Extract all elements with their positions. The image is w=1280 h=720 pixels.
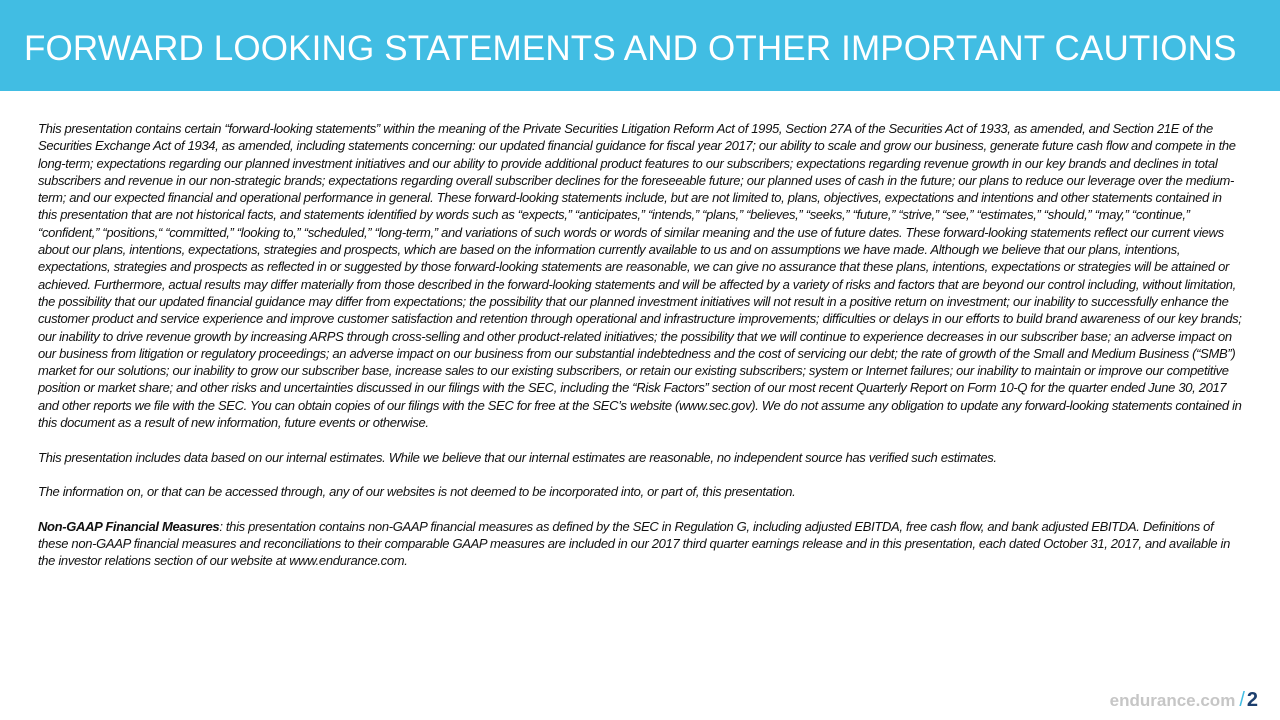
page-title: FORWARD LOOKING STATEMENTS AND OTHER IMPORTANT CAUTIONS xyxy=(24,29,1237,68)
footer-website: endurance.com xyxy=(1109,691,1236,710)
title-bar xyxy=(0,0,1280,91)
non-gaap-text: : this presentation contains non-GAAP financial measures as defined by the SEC in Regulation G, including adjusted EBITDA, free cash flow, and bank adjusted EBITDA. Definitions of these non-GAAP financial measures and reconciliations to their comparable GAAP measures are included in our 2017 third quarter earnings release and in this presentation, each dated October 31, 2017, and available in the investor relations section of our website at www.endurance.com. xyxy=(38,518,1231,569)
internal-estimates-paragraph: This presentation includes data based on our internal estimates. While we believe that our internal estimates are reasonable, no independent source has verified such estimates. xyxy=(38,449,997,465)
slide-footer xyxy=(1110,689,1258,712)
websites-paragraph: The information on, or that can be accessed through, any of our websites is not deemed to be incorporated into, or part of, this presentation. xyxy=(38,484,796,500)
footer-separator: / xyxy=(1239,689,1245,711)
disclaimer-body xyxy=(38,120,1243,587)
non-gaap-paragraph xyxy=(38,518,1243,570)
page-number: 2 xyxy=(1246,689,1258,711)
non-gaap-heading: Non-GAAP Financial Measures xyxy=(38,518,220,534)
forward-looking-paragraph: This presentation contains certain “forward-looking statements” within the meaning of the Private Securities Litigation Reform Act of 1995, Section 27A of the Securities Act of 1933, as amended, and Section 21E of the Securities Exchange Act of 1934, as amended, including statements concerning: our updated financial guidance for fiscal year 2017; our ability to scale and grow our business, generate future cash flow and compete in the long-term; expectations regarding our planned investment initiatives and our ability to provide additional product features to our subscribers; expectations regarding revenue growth in our key brands and declines in total subscribers and revenue in our non-strategic brands; expectations regarding overall subscriber declines for the foreseeable future; our planned uses of cash in the future; our plans to reduce our leverage over the medium-term; and our expected financial and operational performance in general. These forward-looking statements include, but are not limited to, plans, objectives, expectations and intentions and other statements contained in this presentation that are not historical facts, and statements identified by words such as “expects,” “anticipates,” “intends,” “plans,” “believes,” “seeks,” “future,” “strive,” “see,” “estimates,” “should,” “may,” “continue,” “confident,” “positions,“ “committed,” “looking to,” “scheduled,” “long-term,” and variations of such words or words of similar meaning and the use of future dates. These forward-looking statements reflect our current views about our plans, intentions, expectations, strategies and prospects, which are based on the information currently available to us and on assumptions we have made. Although we believe that our plans, intentions, expectations, strategies and prospects as reflected in or suggested by those forward-looking statements are reasonable, we can give no assurance that these plans, intentions, expectations or strategies will be attained or achieved. Furthermore, actual results may differ materially from those described in the forward-looking statements and will be affected by a variety of risks and factors that are beyond our control including, without limitation, the possibility that our updated financial guidance may differ from expectations; the possibility that our planned investment initiatives will not result in a positive return on investment; our inability to successfully enhance the customer product and service experience and improve customer satisfaction and retention through operational and infrastructure improvements; difficulties or delays in our efforts to build brand awareness of our key brands; our inability to drive revenue growth by increasing ARPS through cross-selling and other product-related initiatives; the possibility that we will continue to experience decreases in our subscriber base; an adverse impact on our business from litigation or regulatory proceedings; an adverse impact on our business from our substantial indebtedness and the cost of servicing our debt; the rate of growth of the Small and Medium Business (“SMB”) market for our solutions; our inability to grow our subscriber base, increase sales to our existing subscribers, or retain our existing subscribers; system or Internet failures; our inability to maintain or improve our competitive position or market share; and other risks and uncertainties discussed in our filings with the SEC, including the “Risk Factors” section of our most recent Quarterly Report on Form 10-Q for the quarter ended June 30, 2017 and other reports we file with the SEC. You can obtain copies of our filings with the SEC for free at the SEC’s website (www.sec.gov). We do not assume any obligation to update any forward-looking statements contained in this document as a result of new information, future events or otherwise. xyxy=(38,121,1242,431)
